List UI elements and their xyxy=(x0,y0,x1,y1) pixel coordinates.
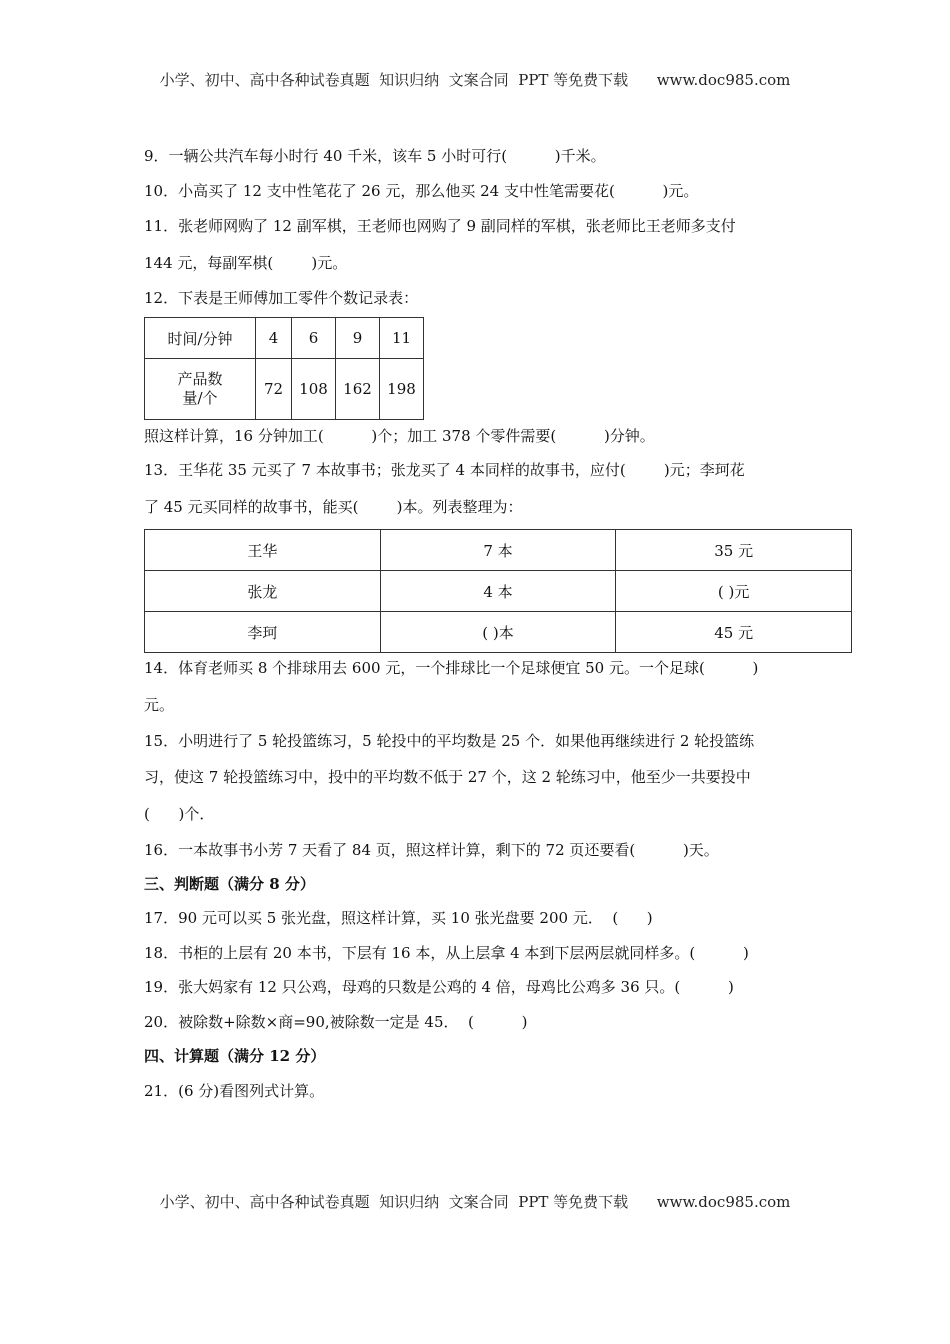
storybook-table xyxy=(144,529,852,653)
table-cell: 45 元 xyxy=(616,612,852,653)
table-cell: 王华 xyxy=(145,530,381,571)
question-19: 19．张大妈家有 12 只公鸡，母鸡的只数是公鸡的 4 倍，母鸡比公鸡多 36 只。( ) xyxy=(144,978,734,996)
page-footer: 小学、初中、高中各种试卷真题 知识归纳 文案合同 PPT 等免费下载 www.doc985.com xyxy=(159,1193,791,1211)
table-row xyxy=(145,530,852,571)
table-row xyxy=(145,571,852,612)
table-cell: 9 xyxy=(336,318,380,359)
question-17: 17．90 元可以买 5 张光盘，照这样计算，买 10 张光盘要 200 元． ( ) xyxy=(144,909,653,927)
question-13-line-1: 13．王华花 35 元买了 7 本故事书；张龙买了 4 本同样的故事书，应付( )元；李珂花 xyxy=(144,461,745,479)
question-11-line-2: 144 元，每副军棋( )元。 xyxy=(144,254,348,272)
table-row xyxy=(145,612,852,653)
question-13-line-2: 了 45 元买同样的故事书，能买( )本。列表整理为： xyxy=(144,498,523,516)
table-cell: ( )元 xyxy=(616,571,852,612)
table-cell: 35 元 xyxy=(616,530,852,571)
row-header-line: 量/个 xyxy=(182,389,218,407)
table-cell: 4 xyxy=(256,318,292,359)
question-14-line-1: 14．体育老师买 8 个排球用去 600 元，一个排球比一个足球便宜 50 元。一个足球( ) xyxy=(144,659,759,677)
table-row-header: 时间/分钟 xyxy=(145,318,256,359)
section-3-heading: 三、判断题（满分 8 分） xyxy=(144,875,315,893)
table-cell: 108 xyxy=(292,359,336,420)
question-12-follow-up: 照这样计算，16 分钟加工( )个；加工 378 个零件需要( )分钟。 xyxy=(144,427,655,445)
table-cell: 11 xyxy=(380,318,424,359)
page-header: 小学、初中、高中各种试卷真题 知识归纳 文案合同 PPT 等免费下载 www.doc985.com xyxy=(159,71,791,89)
question-12: 12．下表是王师傅加工零件个数记录表： xyxy=(144,289,419,307)
question-16: 16．一本故事书小芳 7 天看了 84 页，照这样计算，剩下的 72 页还要看( )天。 xyxy=(144,841,719,859)
question-9: 9．一辆公共汽车每小时行 40 千米，该车 5 小时可行( )千米。 xyxy=(144,147,606,165)
table-row xyxy=(145,318,424,359)
table-cell: 张龙 xyxy=(145,571,381,612)
question-18: 18．书柜的上层有 20 本书，下层有 16 本，从上层拿 4 本到下层两层就同样多。( ) xyxy=(144,944,749,962)
question-20: 20．被除数+除数×商=90,被除数一定是 45． ( ) xyxy=(144,1013,528,1031)
table-row xyxy=(145,359,424,420)
table-cell: 6 xyxy=(292,318,336,359)
table-cell: 198 xyxy=(380,359,424,420)
table-cell: 72 xyxy=(256,359,292,420)
table-cell: 4 本 xyxy=(380,571,616,612)
table-cell: 7 本 xyxy=(380,530,616,571)
parts-record-table xyxy=(144,317,424,420)
section-4-heading: 四、计算题（满分 12 分） xyxy=(144,1047,326,1065)
table-row-header xyxy=(145,359,256,420)
question-15-line-2: 习，使这 7 轮投篮练习中，投中的平均数不低于 27 个，这 2 轮练习中，他至少一共要投中 xyxy=(144,768,751,786)
table-cell: ( )本 xyxy=(380,612,616,653)
question-15-line-3: ( )个． xyxy=(144,805,215,823)
question-21: 21．(6 分)看图列式计算。 xyxy=(144,1082,325,1100)
question-14-line-2: 元。 xyxy=(144,696,175,714)
table-cell: 162 xyxy=(336,359,380,420)
row-header-line: 产品数 xyxy=(177,370,223,388)
question-15-line-1: 15．小明进行了 5 轮投篮练习，5 轮投中的平均数是 25 个．如果他再继续进行 2 轮投篮练 xyxy=(144,732,755,750)
table-cell: 李珂 xyxy=(145,612,381,653)
question-11-line-1: 11．张老师网购了 12 副军棋，王老师也网购了 9 副同样的军棋，张老师比王老师多支付 xyxy=(144,217,736,235)
question-10: 10．小高买了 12 支中性笔花了 26 元，那么他买 24 支中性笔需要花( )元。 xyxy=(144,182,699,200)
